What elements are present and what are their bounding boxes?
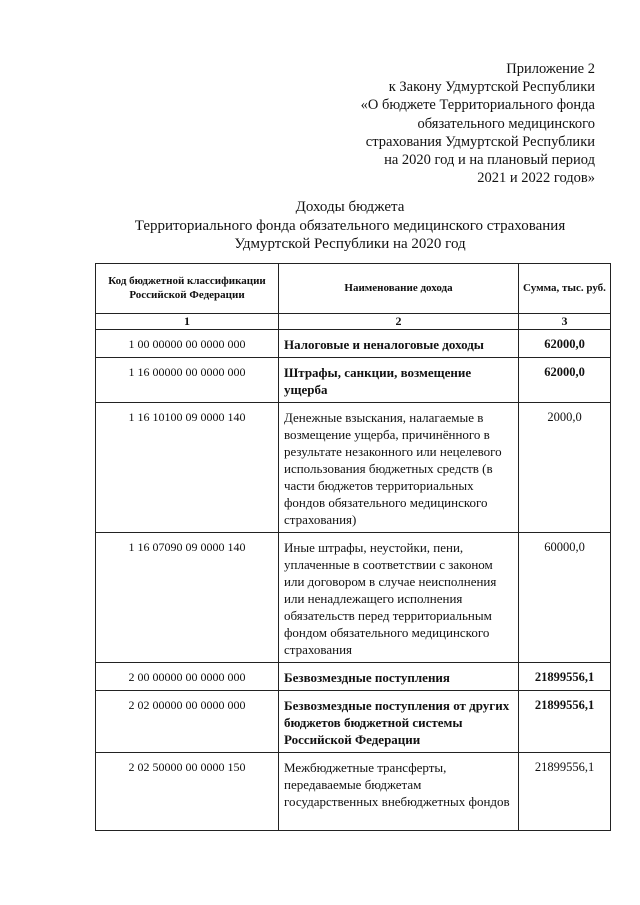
column-number: 2 [279, 314, 519, 330]
column-number: 1 [96, 314, 279, 330]
appendix-line: страхования Удмуртской Республики [365, 133, 595, 150]
row-name: Межбюджетные трансферты, передаваемые бюджетам государственных внебюджетных фондов [279, 753, 519, 831]
table-row [96, 753, 611, 831]
header-name: Наименование дохода [279, 264, 519, 314]
row-code: 2 02 50000 00 0000 150 [96, 753, 279, 831]
row-code: 1 16 10100 09 0000 140 [96, 403, 279, 533]
row-sum: 60000,0 [519, 533, 611, 663]
row-sum: 2000,0 [519, 403, 611, 533]
title-line: Территориального фонда обязательного медицинского страхования [134, 217, 566, 234]
table-row [96, 358, 611, 403]
table-row [96, 663, 611, 691]
row-code: 1 16 07090 09 0000 140 [96, 533, 279, 663]
row-sum: 62000,0 [519, 358, 611, 403]
appendix-line: на 2020 год и на плановый период [384, 152, 595, 169]
row-name: Налоговые и неналоговые доходы [279, 330, 519, 358]
row-sum: 21899556,1 [519, 753, 611, 831]
table-row [96, 691, 611, 753]
table-header-row [96, 264, 611, 314]
row-name: Безвозмездные поступления от других бюджетов бюджетной системы Российской Федерации [279, 691, 519, 753]
title-line: Удмуртской Республики на 2020 год [234, 236, 466, 252]
appendix-line: «О бюджете Территориального фонда [360, 97, 595, 114]
row-code: 2 02 00000 00 0000 000 [96, 691, 279, 753]
row-code: 1 16 00000 00 0000 000 [96, 358, 279, 403]
table-row [96, 533, 611, 663]
row-name: Безвозмездные поступления [279, 663, 519, 691]
appendix-line: 2021 и 2022 годов» [477, 170, 595, 187]
table-row [96, 330, 611, 358]
row-name: Денежные взыскания, налагаемые в возмещение ущерба, причинённого в результате незаконного или нецелевого использования бюджетных средств (в части бюджетов территориальных фондов обязательного медицинского страхования) [279, 403, 519, 533]
revenue-table [95, 263, 611, 831]
row-sum: 21899556,1 [519, 691, 611, 753]
table-row [96, 403, 611, 533]
row-name: Иные штрафы, неустойки, пени, уплаченные в соответствии с законом или договором в случае неисполнения или ненадлежащего исполнения обязательств перед территориальным фондом обязательного медицинского страхования [279, 533, 519, 663]
appendix-header [275, 60, 595, 187]
row-sum: 62000,0 [519, 330, 611, 358]
appendix-line: Приложение 2 [506, 61, 595, 77]
row-sum: 21899556,1 [519, 663, 611, 691]
column-number-row [96, 314, 611, 330]
header-sum: Сумма, тыс. руб. [519, 264, 611, 314]
column-number: 3 [519, 314, 611, 330]
document-title [90, 198, 610, 254]
row-code: 2 00 00000 00 0000 000 [96, 663, 279, 691]
header-code: Код бюджетной классификации Российской Федерации [96, 264, 279, 314]
title-line: Доходы бюджета [295, 199, 405, 215]
appendix-line: к Закону Удмуртской Республики [388, 79, 595, 96]
appendix-line: обязательного медицинского [417, 115, 595, 132]
row-name: Штрафы, санкции, возмещение ущерба [279, 358, 519, 403]
row-code: 1 00 00000 00 0000 000 [96, 330, 279, 358]
